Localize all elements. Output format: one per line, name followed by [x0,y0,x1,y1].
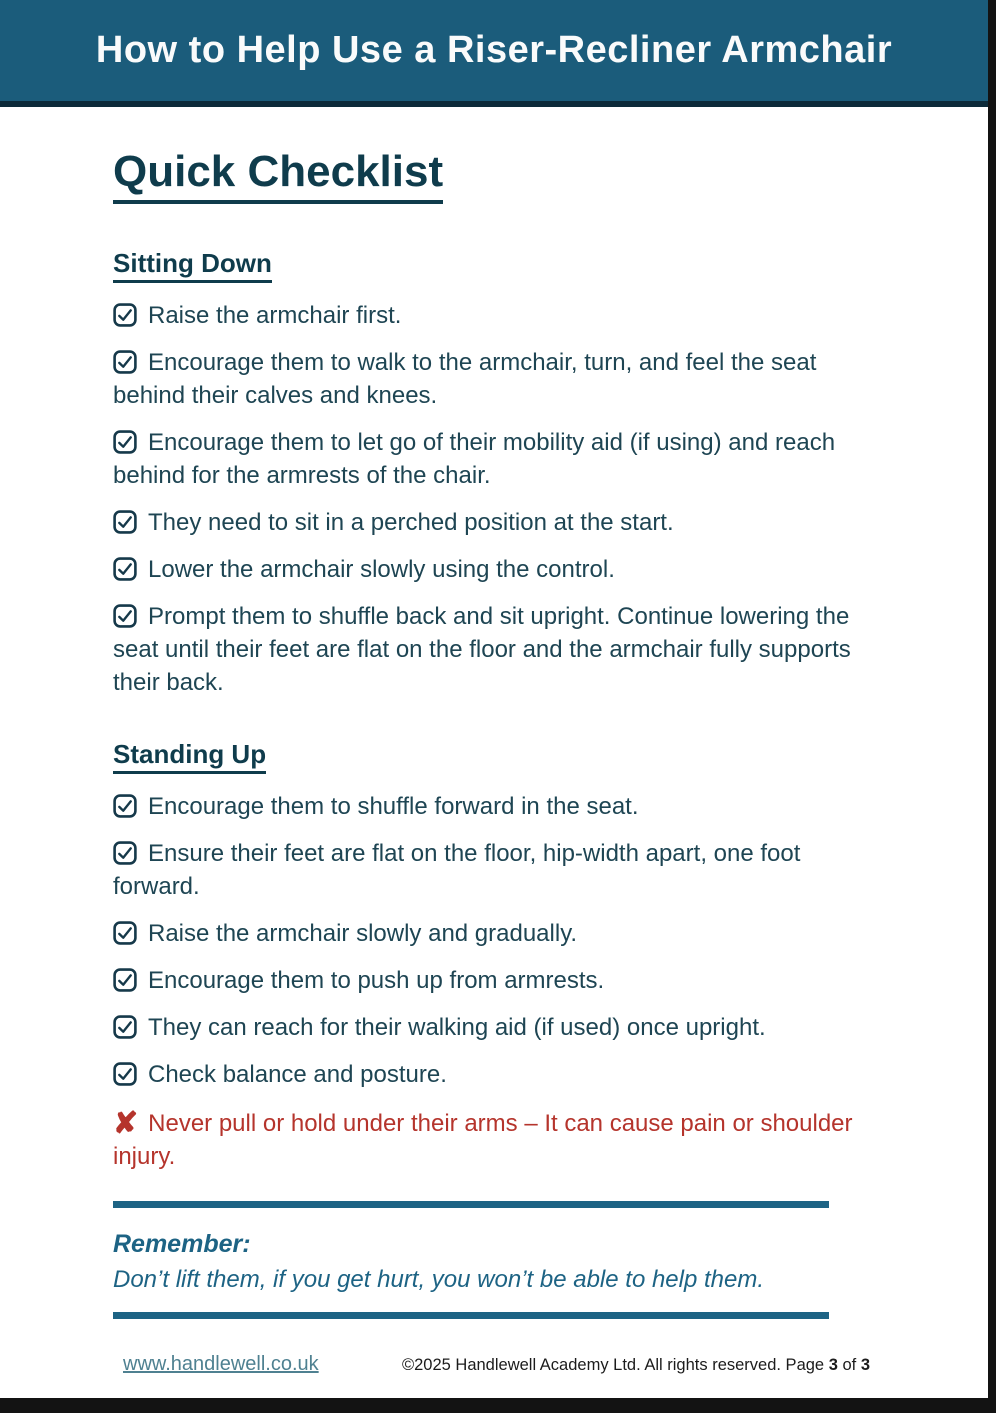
checkbox-icon [113,964,137,997]
checklist-item [113,837,870,903]
checkbox-icon [113,790,137,823]
checklist-item-text: Encourage them to walk to the armchair, turn, and feel the seat behind their calves and knees. [113,349,817,409]
checklist-item-text: Encourage them to push up from armrests. [148,967,605,994]
checklist-item [113,964,870,997]
checkbox-icon [113,506,137,539]
section-heading-standing-up: Standing Up [113,739,266,774]
checkbox-icon [113,917,137,950]
divider-bottom [113,1312,829,1319]
checklist-item [113,426,870,492]
warning-text: Never pull or hold under their arms – It can cause pain or shoulder injury. [113,1110,853,1170]
checkbox-icon [113,1058,137,1091]
x-mark-icon: ✘ [113,1107,139,1140]
checklist-item [113,1058,870,1091]
page-of-text: of [837,1356,861,1374]
checklist-item-text: Lower the armchair slowly using the control. [148,556,615,583]
remember-label: Remember: [113,1230,251,1258]
website-link[interactable]: www.handlewell.co.uk [123,1353,319,1375]
checkbox-icon [113,426,137,459]
section-heading-sitting-down: Sitting Down [113,248,272,283]
checklist-item [113,1011,870,1044]
checklist-item [113,299,870,332]
checklist-item [113,346,870,412]
remember-text: Don’t lift them, if you get hurt, you won’t be able to help them. [113,1266,765,1293]
checklist-item-text: Prompt them to shuffle back and sit upright. Continue lowering the seat until their feet are flat on the floor and the armchair fully supports their back. [113,603,851,696]
checkbox-icon [113,299,137,332]
warning-item [113,1107,870,1173]
checklist-item-text: They can reach for their walking aid (if used) once upright. [148,1014,766,1041]
page-title: How to Help Use a Riser-Recliner Armchair [95,29,893,71]
checklist-item [113,600,870,699]
page-footer [113,1353,870,1376]
checklist-item-text: Encourage them to shuffle forward in the seat. [148,793,639,820]
checklist-item-text: Raise the armchair slowly and gradually. [148,920,578,947]
checklist-item [113,917,870,950]
checklist-item [113,790,870,823]
checklist-item-text: Ensure their feet are flat on the floor, hip-width apart, one foot forward. [113,840,801,900]
checkbox-icon [113,600,137,633]
header-banner [0,0,988,107]
checklist-standing-up [113,790,870,1091]
checklist-title: Quick Checklist [113,147,443,204]
checklist-sitting-down [113,299,870,699]
divider-top [113,1201,829,1208]
page-content [0,107,870,1376]
section-sitting-down [113,248,870,699]
checklist-item-text: Raise the armchair first. [148,302,402,329]
copyright-text [402,1356,870,1375]
copyright-prefix: ©2025 Handlewell Academy Ltd. All rights reserved. Page [401,1356,829,1374]
checkbox-icon [113,1011,137,1044]
section-standing-up [113,739,870,1091]
checklist-item-text: They need to sit in a perched position at the start. [148,509,674,536]
checkbox-icon [113,553,137,586]
page-number-current: 3 [828,1356,838,1374]
checklist-item [113,506,870,539]
checklist-item-text: Check balance and posture. [148,1061,447,1088]
page-number-total: 3 [860,1356,870,1374]
checkbox-icon [113,346,137,379]
checkbox-icon [113,837,137,870]
checklist-item-text: Encourage them to let go of their mobility aid (if using) and reach behind for the armrests of the chair. [113,429,836,489]
checklist-item [113,553,870,586]
